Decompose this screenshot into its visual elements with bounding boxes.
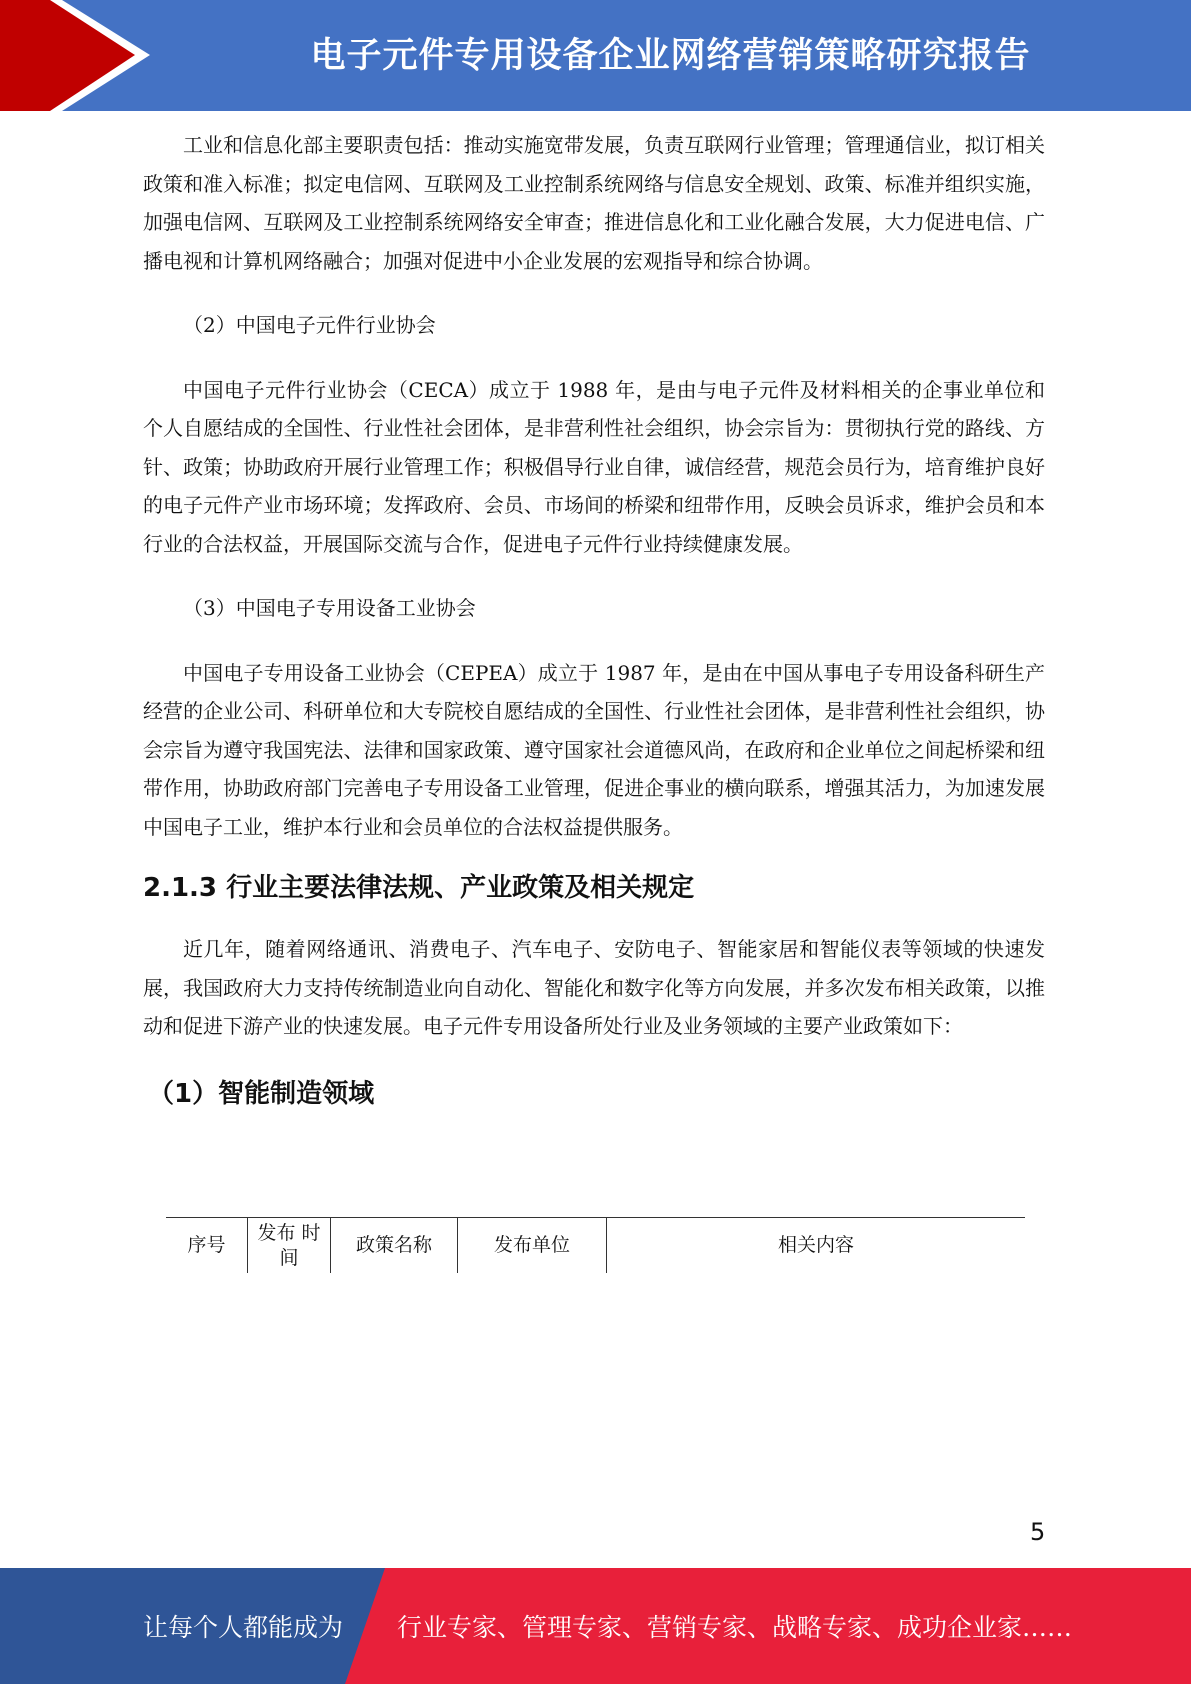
column-header-policy-name: 政策名称	[331, 1218, 458, 1274]
paragraph-cepea: 中国电子专用设备工业协会（CEPEA）成立于 1987 年，是由在中国从事电子专用设备科研生产经营的企业公司、科研单位和大专院校自愿结成的全国性、行业性社会团体，是非营利性社会组织，协会宗旨为遵守我国宪法、法律和国家政策、遵守国家社会道德风尚，在政府和企业单位之间起桥梁和纽带作用，协助政府部门完善电子专用设备工业管理，促进企事业的横向联系，增强其活力，为加速发展中国电子工业，维护本行业和会员单位的合法权益提供服务。	[143, 660, 1045, 839]
paragraph-ceca: 中国电子元件行业协会（CECA）成立于 1988 年，是由与电子元件及材料相关的企事业单位和个人自愿结成的全国性、行业性社会团体，是非营利性社会组织，协会宗旨为：贯彻执行党的路线、方针、政策；协助政府开展行业管理工作；积极倡导行业自律，诚信经营，规范会员行为，培育维护良好的电子元件产业市场环境；发挥政府、会员、市场间的桥梁和纽带作用，反映会员诉求，维护会员和本行业的合法权益，开展国际交流与合作，促进电子元件行业持续健康发展。	[143, 377, 1045, 556]
page-footer	[0, 1568, 1191, 1684]
footer-slogan-right: 行业专家、管理专家、营销专家、战略专家、成功企业家……	[397, 1613, 1073, 1642]
column-header-content: 相关内容	[607, 1218, 1026, 1274]
paragraph-policy-intro: 近几年，随着网络通讯、消费电子、汽车电子、安防电子、智能家居和智能仪表等领域的快速发展，我国政府大力支持传统制造业向自动化、智能化和数字化等方向发展，并多次发布相关政策，以推动和促进下游产业的快速发展。电子元件专用设备所处行业及业务领域的主要产业政策如下：	[143, 937, 1045, 1038]
column-header-index: 序号	[166, 1218, 248, 1274]
subheading-ceca: （2）中国电子元件行业协会	[183, 313, 436, 337]
report-title: 电子元件专用设备企业网络营销策略研究报告	[310, 35, 1031, 76]
footer-slogan-left: 让每个人都能成为	[143, 1613, 344, 1642]
paragraph-miit-duties: 工业和信息化部主要职责包括：推动实施宽带发展，负责互联网行业管理；管理通信业，拟订相关政策和准入标准；拟定电信网、互联网及工业控制系统网络与信息安全规划、政策、标准并组织实施，加强电信网、互联网及工业控制系统网络安全审查；推进信息化和工业化融合发展，大力促进电信、广播电视和计算机网络融合；加强对促进中小企业发展的宏观指导和综合协调。	[143, 133, 1045, 273]
header-arrow-icon	[0, 0, 160, 111]
table-header-row	[166, 1218, 1025, 1274]
main-content	[143, 126, 1045, 1114]
subsection-smart-manufacturing: （1）智能制造领域	[148, 1078, 375, 1109]
page-number: 5	[1030, 1518, 1046, 1546]
section-heading-2-1-3: 2.1.3 行业主要法律法规、产业政策及相关规定	[143, 873, 695, 903]
column-header-issuer: 发布单位	[458, 1218, 607, 1274]
page-header	[0, 0, 1191, 111]
subheading-cepea: （3）中国电子专用设备工业协会	[183, 596, 476, 620]
column-header-date: 发布 时间	[248, 1218, 331, 1274]
policy-table	[166, 1217, 1025, 1273]
